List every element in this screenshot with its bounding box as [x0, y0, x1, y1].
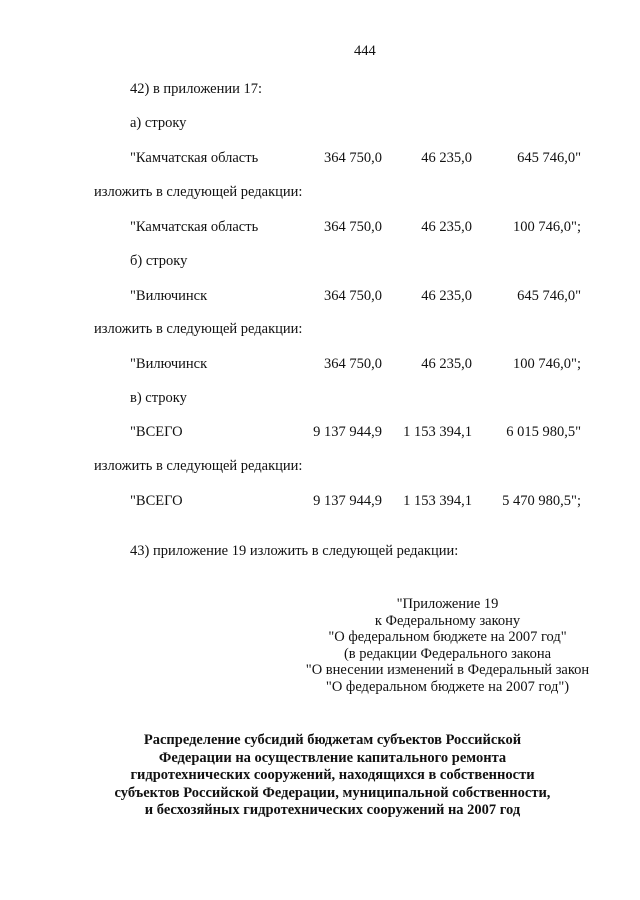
appendix-header	[295, 596, 600, 695]
row-name: "Камчатская область	[130, 150, 259, 166]
row-value-2: 46 235,0	[421, 356, 472, 372]
replace-instruction: изложить в следующей редакции:	[94, 321, 303, 337]
row-value-1: 9 137 944,9	[313, 493, 382, 509]
row-name: "Вилючинск	[130, 288, 208, 304]
subitem-a: а) строку	[130, 115, 187, 131]
row-value-3: 100 746,0";	[513, 219, 581, 235]
page-number: 444	[354, 43, 376, 59]
item-42-heading: 42) в приложении 17:	[130, 81, 263, 97]
row-value-1: 364 750,0	[324, 219, 382, 235]
table-row	[0, 289, 640, 305]
row-value-3: 645 746,0"	[517, 150, 581, 166]
title-line: Распределение субсидий бюджетам субъектов Российской	[143, 732, 522, 748]
row-value-3: 6 015 980,5"	[506, 424, 581, 440]
subitem-v: в) строку	[130, 390, 187, 406]
row-value-3: 5 470 980,5";	[502, 493, 581, 509]
row-value-1: 9 137 944,9	[313, 424, 382, 440]
table-row	[0, 494, 640, 510]
row-value-3: 100 746,0";	[513, 356, 581, 372]
appendix-line: "О федеральном бюджете на 2007 год"	[328, 629, 567, 645]
subitem-b: б) строку	[130, 253, 188, 269]
title-line: гидротехнических сооружений, находящихся в собственности	[130, 767, 535, 783]
row-value-2: 46 235,0	[421, 288, 472, 304]
row-name: "ВСЕГО	[130, 424, 183, 440]
row-value-3: 645 746,0"	[517, 288, 581, 304]
row-value-1: 364 750,0	[324, 150, 382, 166]
row-value-1: 364 750,0	[324, 288, 382, 304]
appendix-line: "О внесении изменений в Федеральный закон	[305, 662, 590, 678]
title-line: Федерации на осуществление капитального ремонта	[158, 749, 507, 766]
row-value-1: 364 750,0	[324, 356, 382, 372]
appendix-line: к Федеральному закону	[374, 612, 521, 629]
table-row	[0, 357, 640, 373]
row-value-2: 46 235,0	[421, 150, 472, 166]
appendix-line: "О федеральном бюджете на 2007 год")	[325, 678, 570, 695]
title-line: и бесхозяйных гидротехнических сооружений на 2007 год	[144, 802, 521, 818]
row-name: "Вилючинск	[130, 356, 208, 372]
row-value-2: 1 153 394,1	[403, 424, 472, 440]
table-row	[0, 151, 640, 167]
item-43-heading: 43) приложение 19 изложить в следующей редакции:	[130, 543, 459, 559]
row-value-2: 46 235,0	[421, 219, 472, 235]
table-row	[0, 220, 640, 236]
title-line: субъектов Российской Федерации, муниципальной собственности,	[114, 784, 551, 801]
table-row	[0, 425, 640, 441]
appendix-line: (в редакции Федерального закона	[343, 645, 552, 662]
row-name: "Камчатская область	[130, 219, 259, 235]
document-title	[100, 732, 565, 820]
replace-instruction: изложить в следующей редакции:	[94, 458, 303, 474]
row-name: "ВСЕГО	[130, 493, 183, 509]
row-value-2: 1 153 394,1	[403, 493, 472, 509]
appendix-line: "Приложение 19	[396, 596, 499, 612]
replace-instruction: изложить в следующей редакции:	[94, 184, 303, 200]
